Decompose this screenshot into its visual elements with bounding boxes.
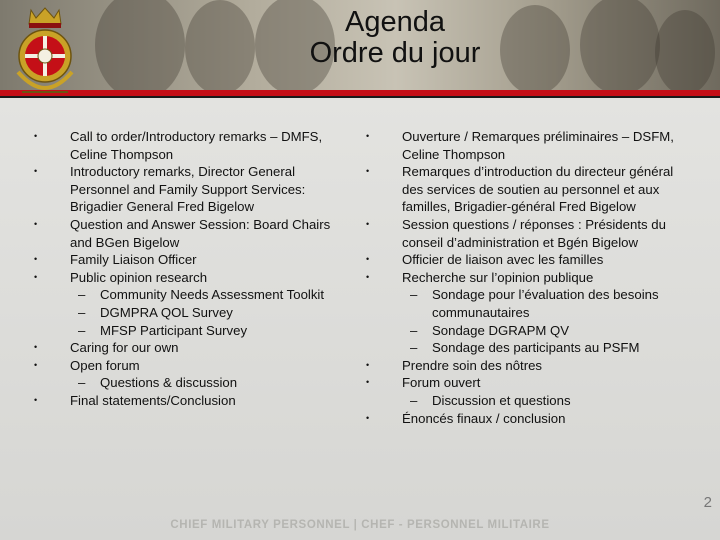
agenda-item-text: Forum ouvert bbox=[402, 375, 481, 391]
military-crest-icon bbox=[12, 4, 78, 96]
dash-icon: – bbox=[410, 392, 418, 408]
agenda-item-text: Community Needs Assessment Toolkit bbox=[100, 287, 325, 303]
agenda-item bbox=[366, 251, 682, 269]
bullet-icon: • bbox=[34, 254, 38, 265]
dash-icon: – bbox=[78, 375, 86, 391]
agenda-item-text: Prendre soin des nôtres bbox=[402, 357, 543, 373]
title-line-english: Agenda bbox=[345, 6, 445, 38]
agenda-item bbox=[366, 216, 682, 251]
agenda-item-text: Questions & discussion bbox=[100, 375, 238, 391]
agenda-item-text: Introductory remarks, Director General Personnel and Family Support Services: Brigadier General Fred Bigelow bbox=[70, 164, 306, 215]
agenda-item bbox=[366, 374, 682, 392]
bullet-icon: • bbox=[366, 131, 370, 141]
agenda-item bbox=[34, 357, 354, 375]
dash-icon: – bbox=[78, 304, 86, 320]
agenda-item-text: MFSP Participant Survey bbox=[100, 322, 248, 338]
dash-icon: – bbox=[410, 287, 418, 303]
bullet-icon: • bbox=[34, 166, 38, 177]
agenda-item bbox=[366, 128, 682, 163]
agenda-list-english bbox=[34, 128, 354, 410]
agenda-item bbox=[34, 128, 354, 163]
bullet-icon: • bbox=[366, 377, 370, 388]
dash-icon: – bbox=[410, 340, 418, 356]
agenda-item-text: Discussion et questions bbox=[432, 392, 571, 408]
agenda-item bbox=[366, 357, 682, 375]
agenda-subitem bbox=[34, 286, 354, 304]
bullet-icon: • bbox=[366, 359, 370, 370]
dash-icon: – bbox=[78, 322, 86, 338]
page-number: 2 bbox=[703, 494, 712, 511]
agenda-item-text: Family Liaison Officer bbox=[70, 252, 197, 268]
agenda-item bbox=[34, 339, 354, 357]
agenda-item-text: Session questions / réponses : Présidents du conseil d’administration et Bgén Bigelow bbox=[402, 216, 666, 250]
agenda-item-text: Question and Answer Session: Board Chairs and BGen Bigelow bbox=[70, 216, 331, 250]
agenda-item-text: Recherche sur l’opinion publique bbox=[402, 269, 594, 285]
header-black-rule bbox=[0, 96, 720, 98]
agenda-item-text: Caring for our own bbox=[70, 340, 179, 356]
agenda-item bbox=[34, 392, 354, 410]
bullet-icon: • bbox=[366, 412, 370, 423]
agenda-item bbox=[34, 216, 354, 251]
title-line-french: Ordre du jour bbox=[309, 37, 481, 69]
bullet-icon: • bbox=[366, 271, 370, 282]
bullet-icon: • bbox=[366, 166, 370, 177]
agenda-item-text: Call to order/Introductory remarks – DMFS, Celine Thompson bbox=[70, 129, 323, 162]
agenda-item bbox=[34, 269, 354, 287]
dash-icon: – bbox=[78, 287, 86, 303]
bullet-icon: • bbox=[34, 218, 38, 229]
agenda-item-text: Open forum bbox=[70, 357, 140, 373]
bullet-icon: • bbox=[34, 342, 38, 353]
agenda-item bbox=[366, 163, 682, 216]
agenda-item-text: Public opinion research bbox=[70, 269, 208, 285]
footer-text: CHIEF MILITARY PERSONNEL | CHEF - PERSONNEL MILITAIRE bbox=[170, 519, 550, 531]
agenda-item-text: Sondage des participants au PSFM bbox=[432, 340, 640, 356]
agenda-subitem bbox=[34, 304, 354, 322]
agenda-item bbox=[34, 163, 354, 216]
agenda-item bbox=[34, 251, 354, 269]
agenda-item bbox=[366, 269, 682, 287]
bullet-icon: • bbox=[366, 218, 370, 229]
agenda-item-text: Ouverture / Remarques préliminaires – DSFM, Celine Thompson bbox=[402, 129, 674, 162]
agenda-subitem bbox=[366, 339, 682, 357]
agenda-item bbox=[366, 410, 682, 428]
agenda-subitem bbox=[366, 286, 682, 321]
agenda-item-text: Sondage DGRAPM QV bbox=[432, 322, 570, 338]
agenda-subitem bbox=[366, 392, 682, 410]
agenda-item-text: Final statements/Conclusion bbox=[70, 392, 236, 408]
agenda-list-french bbox=[366, 128, 682, 427]
dash-icon: – bbox=[410, 322, 418, 338]
bullet-icon: • bbox=[34, 271, 38, 282]
bullet-icon: • bbox=[366, 254, 370, 265]
slide-title bbox=[120, 7, 670, 69]
agenda-subitem bbox=[366, 322, 682, 340]
bullet-icon: • bbox=[34, 394, 38, 405]
agenda-item-text: DGMPRA QOL Survey bbox=[100, 304, 233, 320]
agenda-item-text: Énoncés finaux / conclusion bbox=[402, 410, 566, 426]
agenda-item-text: Officier de liaison avec les familles bbox=[402, 252, 604, 268]
bullet-icon: • bbox=[34, 131, 38, 141]
agenda-item-text: Remarques d’introduction du directeur général des services de soutien au personnel et aux familles, Brigadier-général Fred Bigelow bbox=[402, 164, 674, 215]
bullet-icon: • bbox=[34, 359, 38, 370]
agenda-item-text: Sondage pour l’évaluation des besoins communautaires bbox=[432, 287, 659, 320]
agenda-subitem bbox=[34, 322, 354, 340]
agenda-subitem bbox=[34, 374, 354, 392]
